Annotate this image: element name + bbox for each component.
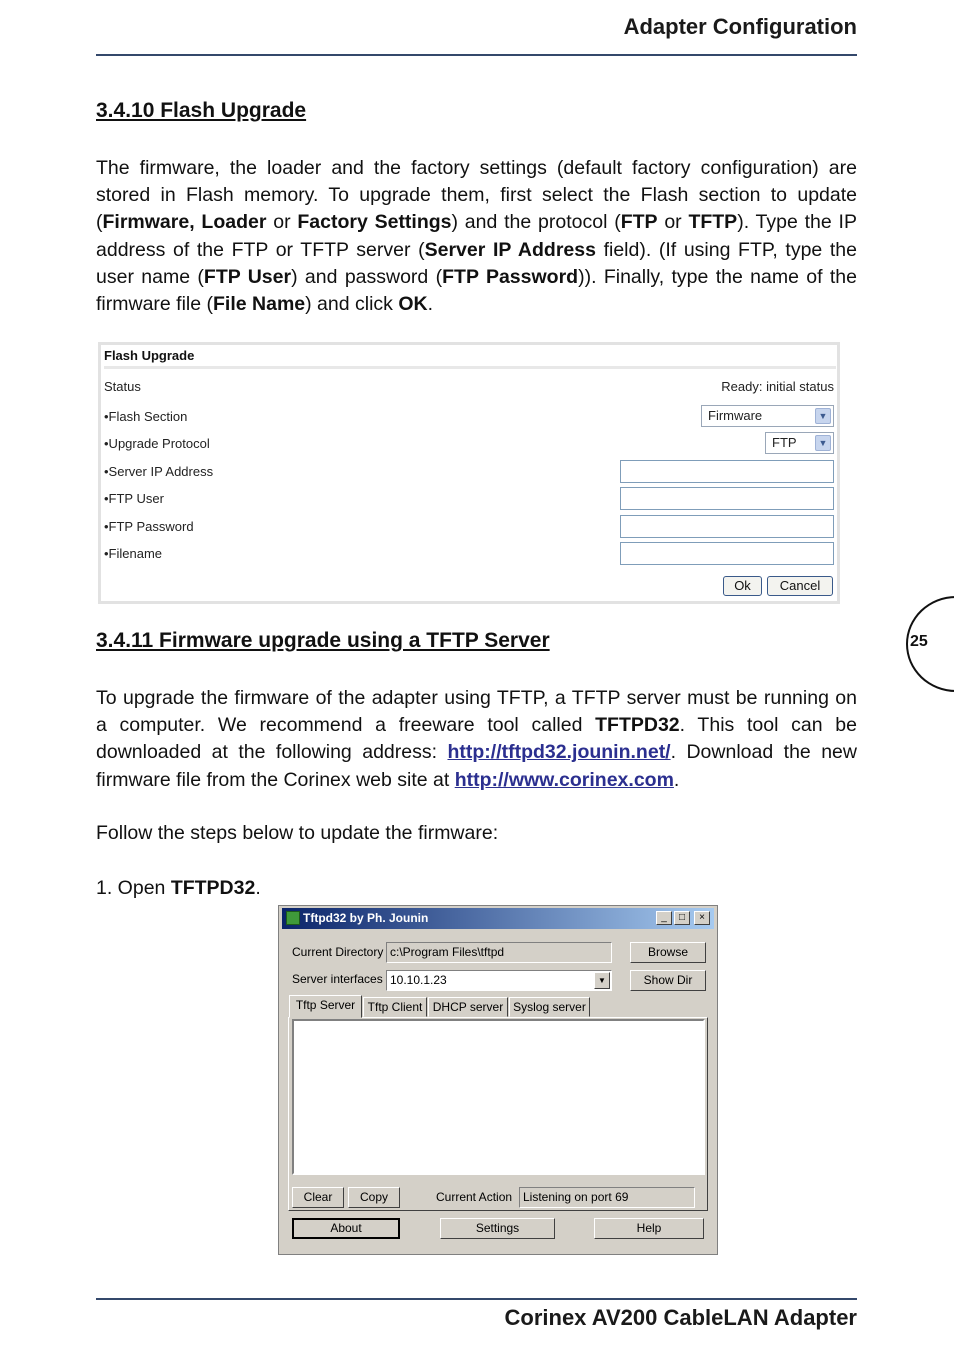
tftpd-app-icon (286, 911, 300, 925)
current-action-field: Listening on port 69 (519, 1187, 695, 1208)
status-label: Status (104, 379, 141, 394)
step-1: 1. Open TFTPD32. (96, 877, 261, 899)
maximize-icon[interactable]: □ (674, 911, 690, 925)
tab-syslog-server[interactable]: Syslog server (509, 997, 590, 1017)
tftpd32-link[interactable]: http://tftpd32.jounin.net/ (447, 741, 671, 764)
window-title: Tftpd32 by Ph. Jounin (303, 911, 429, 925)
tab-tftp-client[interactable]: Tftp Client (363, 997, 427, 1017)
flash-upgrade-paragraph: The firmware, the loader and the factory settings (default factory configuration) are stored in Flash memory. To upgrade them, first select the Flash section to update (Firmware, Loader or Factory Settings) and the protocol (FTP or TFTP). Type the IP address of the FTP or TFTP server (Server IP Address field). (If using FTP, type the user name (FTP User) and password (FTP Password)). Finally, type the name of the firmware file (File Name) and click OK. (96, 157, 857, 316)
filename-input[interactable] (620, 542, 834, 565)
server-ip-input[interactable] (620, 460, 834, 483)
chevron-down-icon[interactable]: ▼ (594, 972, 610, 989)
current-action-label: Current Action (436, 1190, 513, 1204)
flash-section-value: Firmware (708, 408, 763, 423)
browse-button[interactable]: Browse (630, 942, 706, 963)
flash-form-title-rule (104, 366, 836, 369)
close-icon[interactable]: × (694, 911, 710, 925)
server-ip-label: •Server IP Address (104, 464, 214, 479)
current-directory-label: Current Directory (292, 945, 384, 959)
flash-form-title: Flash Upgrade (104, 348, 195, 363)
upgrade-protocol-value: FTP (772, 435, 797, 450)
cancel-button[interactable]: Cancel (767, 576, 833, 596)
log-list[interactable] (292, 1019, 705, 1175)
ftp-user-label: •FTP User (104, 491, 164, 506)
chevron-down-icon[interactable]: ▼ (815, 435, 831, 451)
upgrade-protocol-select[interactable] (765, 432, 834, 454)
ftp-user-input[interactable] (620, 487, 834, 510)
filename-label: •Filename (104, 546, 163, 561)
running-footer: Corinex AV200 CableLAN Adapter (504, 1305, 857, 1330)
show-dir-button[interactable]: Show Dir (630, 970, 706, 991)
status-value: Ready: initial status (721, 379, 834, 394)
copy-button[interactable]: Copy (348, 1187, 400, 1208)
ok-button[interactable]: Ok (723, 576, 762, 596)
page-number: 25 (910, 633, 928, 650)
footer-rule (96, 1298, 857, 1300)
server-interfaces-select[interactable] (386, 970, 612, 991)
ftp-password-input[interactable] (620, 515, 834, 538)
flash-section-label: •Flash Section (104, 409, 188, 424)
current-directory-field[interactable]: c:\Program Files\tftpd (386, 942, 612, 963)
clear-button[interactable]: Clear (292, 1187, 344, 1208)
tab-tftp-server[interactable]: Tftp Server (289, 995, 362, 1018)
minimize-icon[interactable]: _ (656, 911, 672, 925)
running-header: Adapter Configuration (623, 14, 857, 39)
steps-intro: Follow the steps below to update the firmware: (96, 822, 499, 844)
section-heading-tftp: 3.4.11 Firmware upgrade using a TFTP Server (96, 629, 550, 652)
server-interfaces-label: Server interfaces (292, 972, 383, 986)
tftp-paragraph: To upgrade the firmware of the adapter using TFTP, a TFTP server must be running on a computer. We recommend a freeware tool called TFTPD32. This tool can be downloaded at the following address: http://tftpd32.jounin.net/. Download the new firmware file from the Corinex web site at http://www.corinex.com. (96, 687, 857, 791)
section-heading-flash-upgrade: 3.4.10 Flash Upgrade (96, 99, 307, 122)
corinex-link[interactable]: http://www.corinex.com (454, 768, 674, 791)
tab-dhcp-server[interactable]: DHCP server (428, 997, 508, 1017)
flash-section-select[interactable] (701, 405, 834, 427)
settings-button[interactable]: Settings (440, 1218, 555, 1239)
ftp-password-label: •FTP Password (104, 519, 194, 534)
chevron-down-icon[interactable]: ▼ (815, 408, 831, 424)
help-button[interactable]: Help (594, 1218, 704, 1239)
server-interfaces-value: 10.10.1.23 (390, 973, 447, 987)
header-rule (96, 54, 857, 56)
about-button[interactable]: About (292, 1218, 400, 1239)
upgrade-protocol-label: •Upgrade Protocol (104, 436, 210, 451)
